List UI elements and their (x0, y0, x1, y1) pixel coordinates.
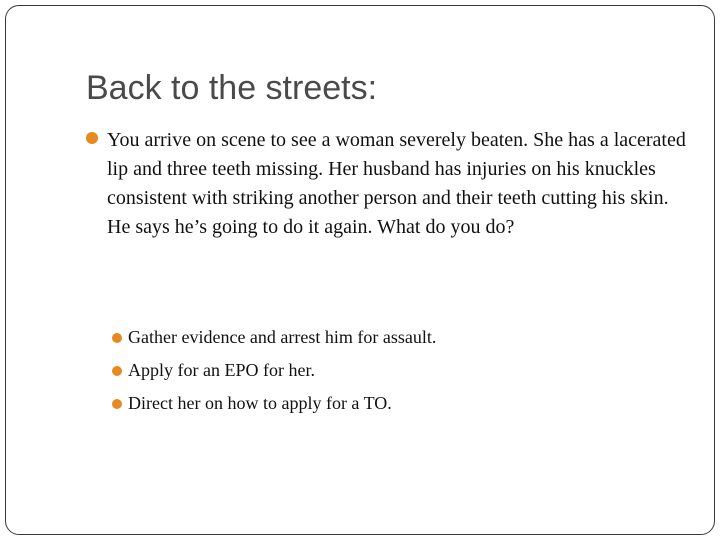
main-bullet-text: You arrive on scene to see a woman severely beaten. She has a lacerated lip and three teeth missing. Her husband has injuries on his knuckles consistent with striking another person and their teeth cutting his skin. He says he’s going to do it again. What do you do? (107, 129, 686, 238)
bullet-dot-icon (86, 132, 98, 144)
sub-bullet-text: Apply for an EPO for her. (128, 360, 315, 380)
sub-bullet-text: Gather evidence and arrest him for assault. (128, 327, 437, 347)
main-bullet (86, 126, 686, 242)
sub-bullet-item (112, 354, 672, 387)
sub-bullet-item (112, 321, 672, 354)
bullet-dot-icon (112, 399, 122, 409)
bullet-dot-icon (112, 333, 122, 343)
sub-bullet-list (112, 321, 672, 420)
sub-bullet-text: Direct her on how to apply for a TO. (128, 393, 392, 413)
bullet-dot-icon (112, 366, 122, 376)
sub-bullet-item (112, 387, 672, 420)
slide-title: Back to the streets: (86, 69, 378, 107)
slide-frame (5, 5, 715, 535)
